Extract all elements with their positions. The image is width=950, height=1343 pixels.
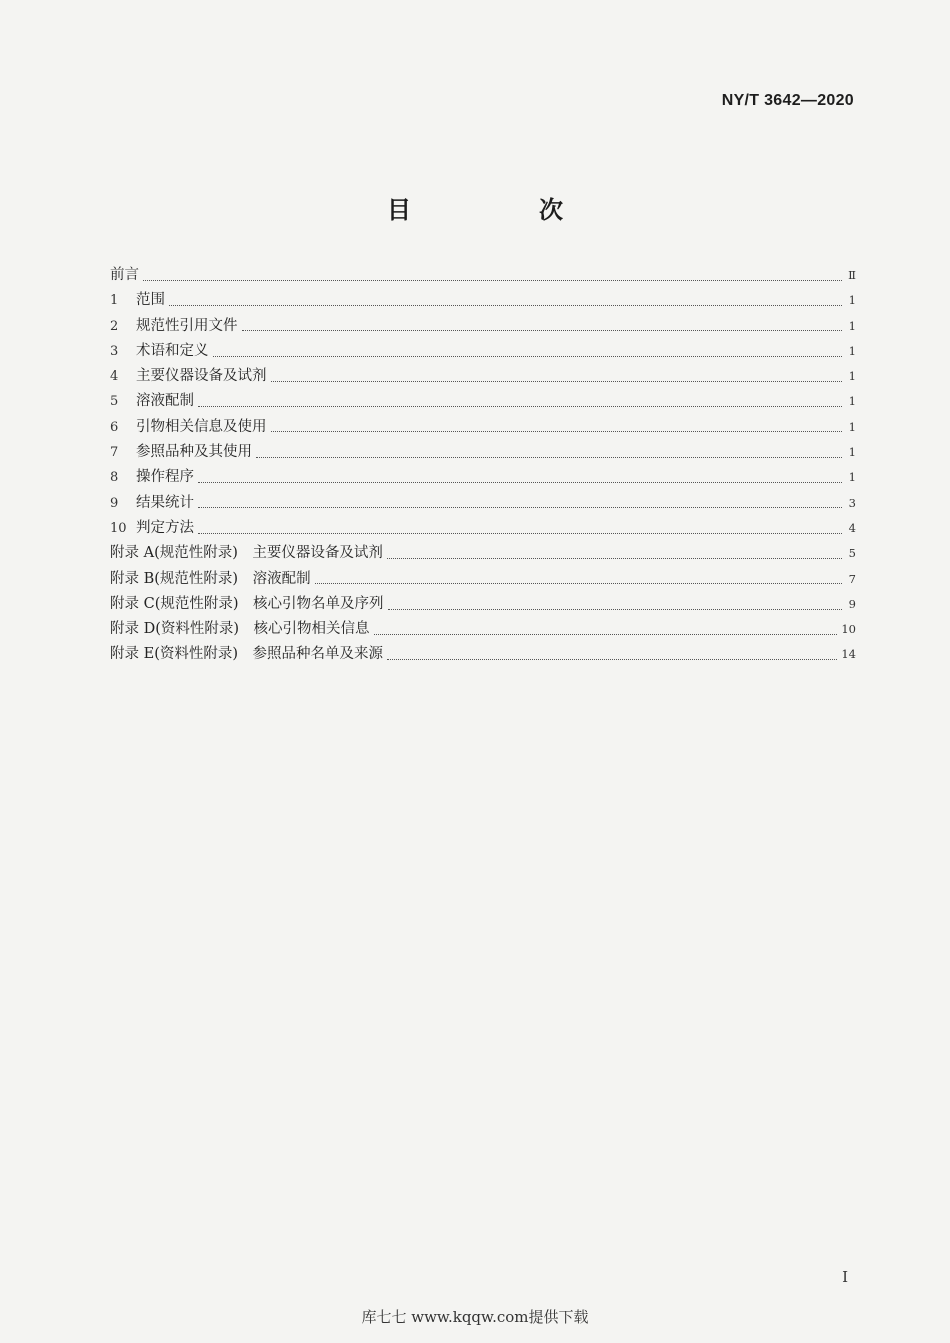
toc-entry-label: 前言 [110,267,139,283]
toc-entry-label: 溶液配制 [136,393,194,410]
toc-entry-number: 8 [110,470,119,486]
toc-entry-label: 术语和定义 [136,342,209,359]
toc-entry-label: 附录 B(规范性附录) 溶液配制 [110,570,311,587]
toc-entry-page: 1 [848,445,856,460]
toc-leader-dots [198,481,842,483]
toc-entry-label: 范围 [136,292,165,309]
toc-leader-dots [213,355,843,357]
toc-entry[interactable] [110,567,856,592]
toc-entry-number: 9 [110,495,119,511]
toc-entry-number: 7 [110,445,119,461]
toc-entry[interactable] [110,389,856,414]
toc-entry[interactable] [110,541,856,566]
table-of-contents [110,263,856,668]
toc-entry[interactable] [110,465,856,490]
toc-entry[interactable] [110,263,856,288]
toc-entry-number: 1 [110,293,119,309]
toc-entry-label: 附录 E(资料性附录) 参照品种名单及来源 [110,646,384,663]
toc-entry-label: 附录 A(规范性附录) 主要仪器设备及试剂 [110,545,383,562]
toc-entry-page: Ⅱ [848,268,856,282]
toc-entry-label: 主要仪器设备及试剂 [136,368,267,385]
standard-code: NY/T 3642—2020 [721,92,854,109]
toc-leader-dots [315,582,842,584]
toc-entry-number: 6 [110,419,119,435]
toc-entry-page: 9 [848,596,856,611]
toc-entry-page: 3 [848,495,856,510]
toc-entry-label: 引物相关信息及使用 [136,418,267,435]
toc-leader-dots [169,304,842,306]
toc-entry-number: 5 [110,394,119,410]
toc-entry-label: 规范性引用文件 [136,317,238,334]
toc-leader-dots [271,430,843,432]
toc-entry[interactable] [110,415,856,440]
toc-entry-page: 1 [848,369,856,384]
toc-entry-page: 14 [841,647,856,662]
toc-entry[interactable] [110,642,856,667]
toc-entry[interactable] [110,288,856,313]
page-title: 目 次 [387,196,615,224]
download-footer: 库七七 www.kqqw.com提供下载 [361,1308,589,1326]
toc-entry-number: 10 [110,520,127,536]
toc-entry-label: 附录 D(资料性附录) 核心引物相关信息 [110,621,370,638]
toc-entry[interactable] [110,364,856,389]
toc-entry-page: 1 [848,293,856,308]
toc-leader-dots [198,506,842,508]
toc-entry-page: 7 [848,571,856,586]
page-folio: I [842,1268,848,1286]
toc-entry-number: 3 [110,343,119,359]
toc-entry-label: 结果统计 [136,494,194,511]
toc-entry-page: 4 [848,520,856,535]
toc-entry-label: 操作程序 [136,469,194,486]
toc-entry-page: 5 [848,546,856,561]
toc-leader-dots [387,557,842,559]
toc-entry-page: 1 [848,318,856,333]
toc-entry[interactable] [110,440,856,465]
toc-entry-page: 1 [848,419,856,434]
toc-entry-page: 10 [841,622,856,637]
toc-leader-dots [271,380,843,382]
toc-leader-dots [198,405,842,407]
toc-leader-dots [387,658,837,660]
toc-leader-dots [256,456,842,458]
toc-entry-page: 1 [848,343,856,358]
toc-entry-number: 4 [110,369,119,385]
toc-leader-dots [388,608,842,610]
toc-leader-dots [374,633,838,635]
toc-entry-label: 参照品种及其使用 [136,444,252,461]
toc-leader-dots [143,279,842,281]
toc-entry-label: 判定方法 [136,519,194,536]
toc-entry-label: 附录 C(规范性附录) 核心引物名单及序列 [110,595,384,612]
toc-entry[interactable] [110,516,856,541]
toc-leader-dots [242,329,843,331]
toc-entry[interactable] [110,592,856,617]
toc-entry-page: 1 [848,470,856,485]
toc-entry-number: 2 [110,318,119,334]
toc-entry[interactable] [110,617,856,642]
toc-entry[interactable] [110,339,856,364]
toc-entry[interactable] [110,491,856,516]
toc-leader-dots [198,532,842,534]
toc-entry-page: 1 [848,394,856,409]
toc-entry[interactable] [110,314,856,339]
